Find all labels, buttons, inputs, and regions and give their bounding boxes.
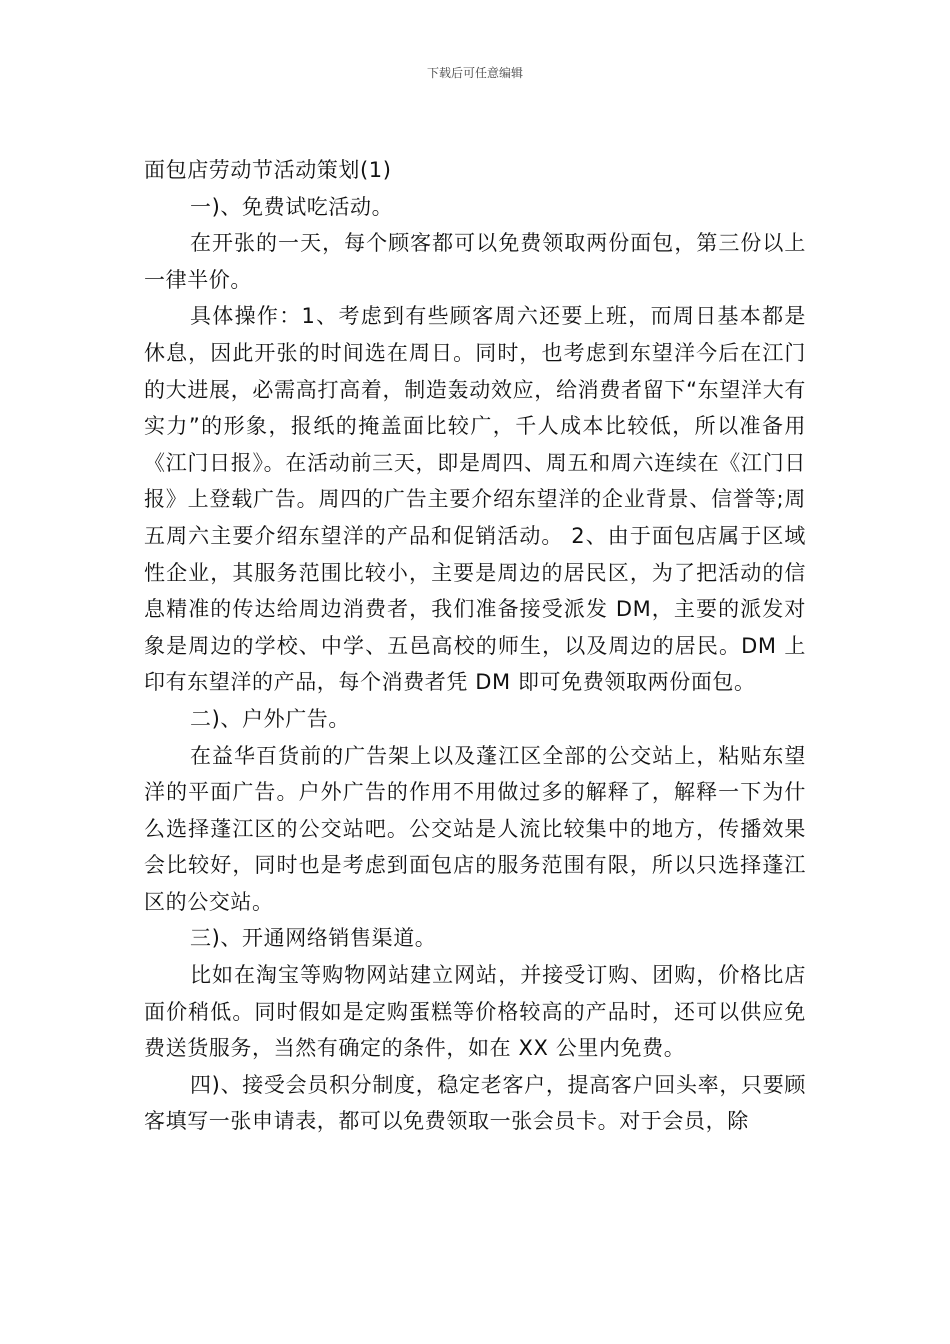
document-title: 面包店劳动节活动策划(1) (144, 158, 392, 182)
paragraph: 在开张的一天，每个顾客都可以免费领取两份面包，第三份以上一律半价。 (144, 231, 806, 292)
section-heading-2: 二)、户外广告。 (190, 706, 350, 731)
page-header: 下载后可任意编辑 (426, 66, 523, 80)
paragraph: 比如在淘宝等购物网站建立网站，并接受订购、团购，价格比店面价稍低。同时假如是定购蛋糕等价格较高的产品时，还可以供应免费送货服务，当然有确定的条件，如在 XX 公里内免费。 (144, 963, 806, 1061)
paragraph: 四)、接受会员积分制度，稳定老客户，提高客户回头率，只要顾客填写一张申请表，都可以免费领取一张会员卡。对于会员，除 (144, 1072, 806, 1134)
paragraph: 在益华百货前的广告架上以及蓬江区全部的公交站上，粘贴东望洋的平面广告。户外广告的作用不用做过多的解释了，解释一下为什么选择蓬江区的公交站吧。公交站是人流比较集中的地方，传播效果会比较好，同时也是考虑到面包店的服务范围有限，所以只选择蓬江区的公交站。 (144, 743, 806, 914)
paragraph: 具体操作：1、考虑到有些顾客周六还要上班，而周日基本都是休息，因此开张的时间选在周日。同时，也考虑到东望洋今后在江门的大进展，必需高打高着，制造轰动效应，给消费者留下“东望洋大有实力”的形象，报纸的掩盖面比较广，千人成本比较低，所以准备用《江门日报》。在活动前三天，即是周四、周五和周六连续在《江门日报》上登载广告。周四的广告主要介绍东望洋的企业背景、信誉等;周五周六主要介绍东望洋的产品和促销活动。 2、由于面包店属于区域性企业，其服务范围比较小，主要是周边的居民区，为了把活动的信息精准的传达给周边消费者，我们准备接受派发 DM，主要的派发对象是周边的学校、中学、五邑高校的师生，以及周边的居民。DM 上印有东望洋的产品，每个消费者凭 DM 即可免费领取两份面包。 (144, 304, 806, 695)
document-body (144, 152, 806, 1140)
section-heading-3: 三)、开通网络销售渠道。 (190, 926, 437, 951)
section-heading-1: 一)、免费试吃活动。 (190, 194, 394, 219)
